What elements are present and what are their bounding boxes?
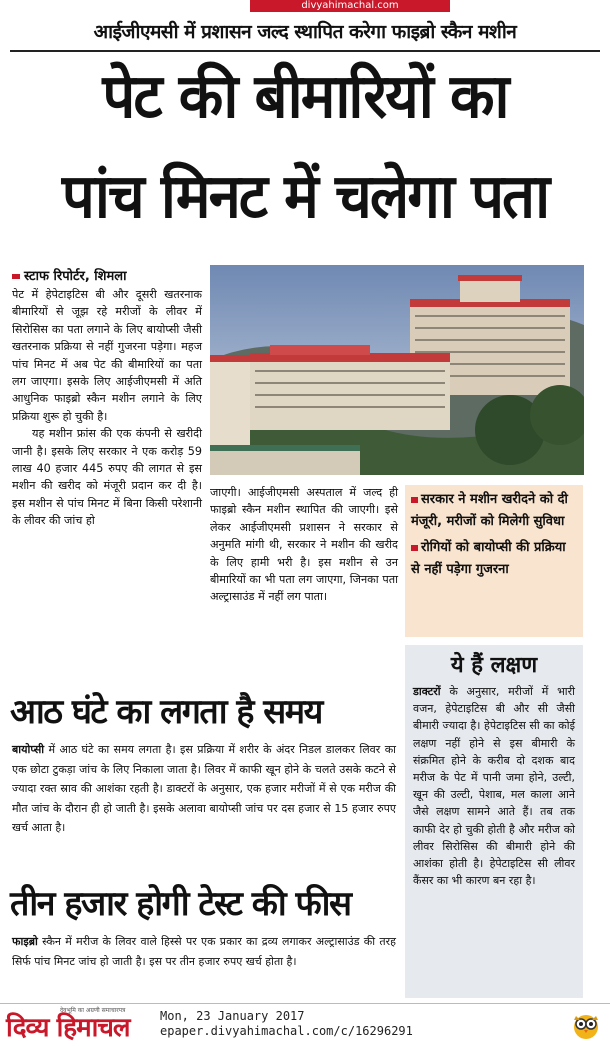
- subheading-2: तीन हजार होगी टेस्ट की फीस: [10, 884, 351, 924]
- highlight-item: सरकार ने मशीन खरीदने को दी मंजूरी, मरीजों को मिलेगी सुविधा: [411, 492, 568, 529]
- bullet-marker-icon: [411, 497, 418, 503]
- edition-date: Mon, 23 January 2017: [160, 1009, 305, 1023]
- paragraph: यह मशीन फ्रांस की एक कंपनी से खरीदी जानी है। इसके लिए सरकार ने एक करोड़ 59 लाख 40 हजार 445 रुपए की लागत से इस मशीन की खरीद को मंजूरी प्रदान कर दी है। इस मशीन से पांच मिनट में बिना किसी परेशानी के लीवर की जांच हो: [12, 427, 202, 528]
- article-column-2: [210, 484, 398, 606]
- kicker-headline: आईजीएमसी में प्रशासन जल्द स्थापित करेगा फाइब्रो स्कैन मशीन: [93, 21, 517, 43]
- headline-line-2: पांच मिनट में चलेगा पता: [61, 160, 549, 232]
- newspaper-logo: दिव्य हिमाचल: [6, 1013, 130, 1043]
- symptoms-title: ये हैं लक्षण: [450, 653, 538, 678]
- divider: [10, 50, 600, 52]
- symptoms-box: [405, 645, 583, 998]
- highlight-item: रोगियों को बायोप्सी की प्रक्रिया से नहीं पड़ेगा गुजरना: [411, 540, 566, 577]
- subheading-1: आठ घंटे का लगता है समय: [10, 692, 322, 732]
- article-column-1: [12, 286, 202, 530]
- paragraph: जाएगी। आईजीएमसी अस्पताल में जल्द ही फाइब्रो स्कैन मशीन स्थापित की जाएगी। इसे लेकर आईजीएमसी प्रशासन ने सरकार से अनुमति मांगी थी, सरकार ने मशीन की खरीद के लिए हामी भरी है। इस मशीन से उन बीमारियों का भी पता लग जाएगा, जिनका पता अल्ट्रासाउंड में नहीं लग पाता।: [210, 486, 398, 604]
- headline-line-1: पेट की बीमारियों का: [102, 60, 508, 132]
- byline: स्टाफ रिपोर्टर, शिमला: [12, 266, 126, 284]
- subsection-2-text: फाइब्रो स्कैन में मरीज के लिवर वाले हिस्से पर एक प्रकार का द्रव्य लगाकर अल्ट्रासाउंड की तरह सिर्फ पांच मिनट जांच हो जाती है। इस पर तीन हजार रुपए खर्च होता है।: [12, 935, 396, 968]
- subsection-1-text: बायोप्सी में आठ घंटे का समय लगता है। इस प्रक्रिया में शरीर के अंदर निडल डालकर लिवर का एक छोटा टुकड़ा जांच के लिए निकाला जाता है। लिवर में काफी खून होने के चलते उसके कटने से ज्यादा रक्त स्राव की आशंका रहती है। डाक्टरों के अनुसार, एक हजार मरीजों में से एक मरीज की मौत जांच के दौरान ही हो जाती है। इसके अलावा बायोप्सी जांच पर दस हजार से 15 हजार रुपए खर्च आता है।: [12, 743, 396, 835]
- owl-mascot-icon: [570, 1008, 602, 1040]
- hospital-photo: [210, 265, 584, 475]
- site-url-strip: divyahimachal.com: [250, 0, 450, 12]
- highlights-box: [405, 485, 583, 637]
- paragraph: पेट में हेपेटाइटिस बी और दूसरी खतरनाक बीमारियों से जूझ रहे मरीजों के लीवर में सिरोसिस का पता लगाने के लिए बायोप्सी जैसी खतरनाक प्रक्रिया से नहीं गुजरना पड़ेगा। महज पांच मिनट में अब पेट की बीमारियों का पता लग जाएगा। इसके लिए आईजीएमसी में अति आधुनिक फाइब्रो स्कैन मशीन लगाने के लिए प्रक्रिया शुरू हो चुकी है।: [12, 288, 202, 423]
- epaper-link[interactable]: epaper.divyahimachal.com/c/16296291: [160, 1024, 413, 1038]
- bullet-marker-icon: [411, 545, 418, 551]
- bullet-marker-icon: [12, 274, 20, 279]
- logo-tagline: देवभूमि का अग्रणी समाचारपत्र: [60, 1007, 126, 1014]
- symptoms-text: डाक्टरों के अनुसार, मरीजों में भारी वजन, हेपेटाइटिस बी और सी जैसी बीमारी ज्यादा है। हेपेटाइटिस सी का कोई लक्षण नहीं होने से इस बीमारी के संक्रमित होने के करीब दो दशक बाद मरीज के पेट में पानी जमा होने, उल्टी, खून की उल्टी, पेशाब, मल काला आने जैसे लक्षण सामने आते हैं। तब तक काफी देर हो चुकी होती है और मरीज को लीवर सिरोसिस की बीमारी होने की आशंका होती है। हेपेटाइटिस सी लीवर कैंसर का भी कारण बन रहा है।: [413, 685, 575, 888]
